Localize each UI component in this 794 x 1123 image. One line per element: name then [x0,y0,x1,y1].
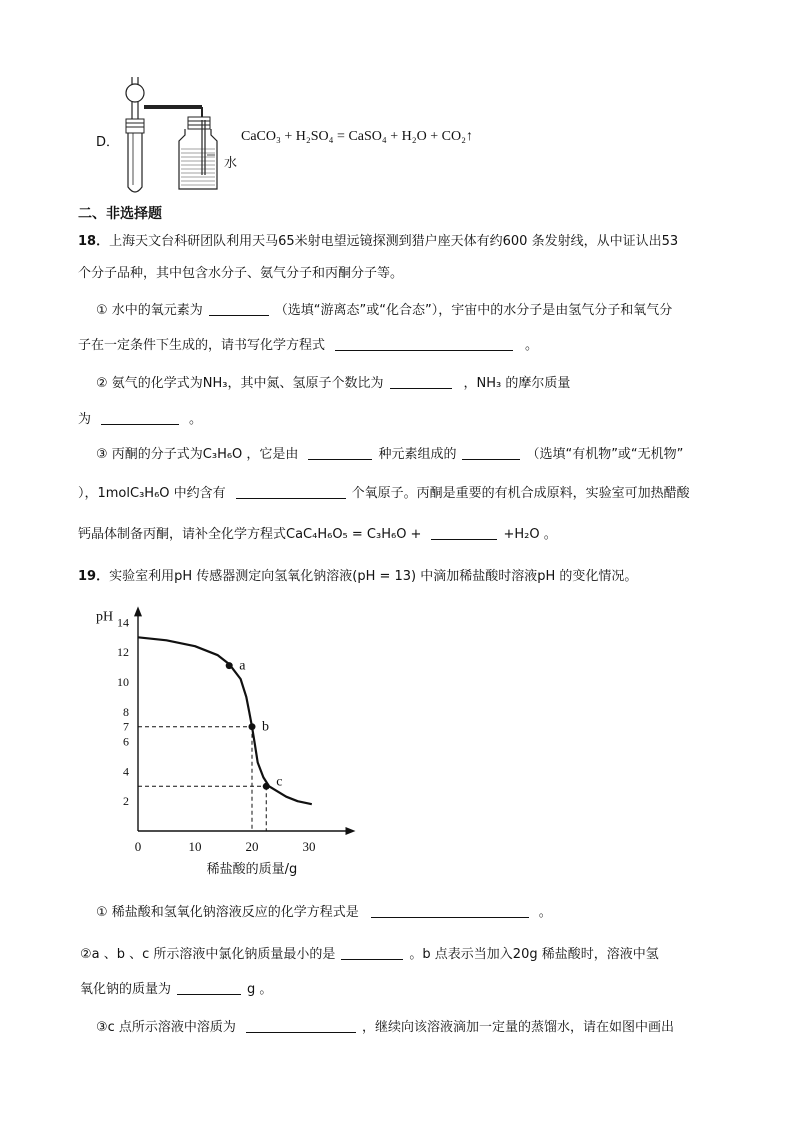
x-axis-label: 稀盐酸的质量/g [206,862,298,877]
q18-part3-line3 [78,523,557,542]
q18-part3-line2 [78,482,690,501]
left-stopper [126,119,144,133]
x-axis-arrow [346,827,356,835]
q19-part2-line2 [80,978,272,997]
test-tube [128,133,142,192]
x-tick-label: 0 [134,839,142,854]
q18-part1-line1 [96,299,672,318]
option-d-label: D． [96,135,120,150]
point-a [226,662,233,669]
q18-stem-line1: 上海天文台科研团队利用天马65米射电望远镜探测到猎户座天体有约600 条发射线，从中证认出53 [109,234,679,249]
y-tick-label: 10 [117,675,129,689]
q19-p2-text-c: 氧化钠的质量为 [80,982,172,997]
point-label-c: c [276,774,283,790]
point-c [263,783,270,790]
y-tick-label: 2 [123,794,129,809]
ph-curve [138,637,312,804]
q19-p3-text-a: ③c 点所示溶液中溶质为 [96,1020,236,1035]
q18-line1 [78,230,678,249]
q18-p3-blank1[interactable] [308,445,372,460]
apparatus-figure [115,75,225,200]
q18-p3-text-e: 个氧原子。丙酮是重要的有机合成原料，实验室可加热醋酸 [351,486,690,501]
q18-p1-blank2[interactable] [335,336,513,351]
x-tick-label: 20 [245,839,259,854]
point-label-b: b [262,719,269,735]
q18-part2-line1 [96,372,570,391]
q18-p2-text-a: ② 氨气的化学式为NH₃，其中氮、氢原子个数比为 [96,376,384,391]
point-label-a: a [239,658,246,674]
point-b [249,723,256,730]
q19-p1-text-a: ① 稀盐酸和氢氧化钠溶液反应的化学方程式是 [96,905,359,920]
q18-part1-line2 [78,334,538,353]
q19-stem [78,565,637,584]
q18-p1-text-c: 子在一定条件下生成的，请书写化学方程式 [78,338,326,353]
q19-p1-blank[interactable] [371,903,529,918]
q18-p3-blank2[interactable] [462,445,520,460]
y-tick-label: 6 [123,734,129,749]
q19-stem-text: 实验室利用pH 传感器测定向氢氧化钠溶液(pH = 13) 中滴加稀盐酸时溶液pH 的变化情况。 [109,569,638,584]
right-stopper [188,117,210,129]
option-d-equation: CaCO₃ + H₂SO₄ = CaSO₄ + H₂O + CO₂↑ [241,129,473,144]
y-tick-label: 12 [117,645,129,660]
q18-p3-text-b: 种元素组成的 [378,447,457,462]
q19-p1-end: 。 [538,905,552,920]
q18-line2: 个分子品种，其中包含水分子、氨气分子和丙酮分子等。 [78,266,404,281]
q18-p2-text-c: 为 [78,412,92,427]
q18-p3-text-a: ③ 丙酮的分子式为C₃H₆O ，它是由 [96,447,299,462]
q19-p3-blank[interactable] [246,1018,356,1033]
connecting-tube [144,105,202,109]
q18-number: 18． [78,234,110,249]
q19-p2-blank1[interactable] [341,945,403,960]
q18-p1-text-a: ① 水中的氧元素为 [96,303,203,318]
q18-p2-blank2[interactable] [101,410,179,425]
q19-number: 19． [78,569,110,584]
q18-p3-text-c: （选填“有机物”或“无机物” [526,447,684,462]
q19-part1 [96,901,552,920]
q18-p2-text-b: ，NH₃ 的摩尔质量 [463,376,571,391]
y-axis-arrow [134,606,142,616]
x-tick-label: 10 [188,839,202,854]
q19-p3-text-b: ，继续向该溶液滴加一定量的蒸馏水，请在如图中画出 [361,1020,674,1035]
section-title: 二、非选择题 [78,206,162,222]
q18-part2-line2 [78,408,202,427]
q19-p2-text-a: ②a 、b 、c 所示溶液中氯化钠质量最小的是 [80,947,336,962]
y-tick-label: 7 [123,719,129,734]
q18-p2-blank1[interactable] [390,374,452,389]
q19-part3-line1 [96,1016,674,1035]
q18-part3-line1 [96,443,683,462]
q18-p2-end: 。 [189,412,203,427]
q18-p1-end: 。 [525,338,539,353]
q19-part2-line1 [80,943,659,962]
q19-p2-text-d: g 。 [247,982,273,997]
q18-p3-blank4[interactable] [431,525,497,540]
ph-chart [90,605,380,885]
q19-p2-text-b: 。b 点表示当加入20g 稀盐酸时，溶液中氢 [409,947,659,962]
y-axis-label: pH [96,609,114,625]
y-tick-label: 14 [117,615,129,630]
q18-p3-blank3[interactable] [236,484,346,499]
q18-p3-text-d: ），1molC₃H₆O 中约含有 [78,486,226,501]
q18-p1-blank1[interactable] [209,301,269,316]
x-tick-label: 30 [302,839,316,854]
q18-p3-text-f: 钙晶体制备丙酮，请补全化学方程式CaC₄H₆O₅ = C₃H₆O + [78,527,422,542]
water-label: 水 [224,156,238,171]
y-tick-label: 4 [123,764,129,779]
water-hatching [181,149,215,185]
y-tick-label: 8 [123,704,129,719]
q18-p3-text-g: +H₂O 。 [503,527,557,542]
q18-p1-text-b: （选填“游离态”或“化合态”），宇宙中的水分子是由氢气分子和氧气分 [274,303,673,318]
q19-p2-blank2[interactable] [177,980,241,995]
gas-bottle [179,129,217,189]
funnel-bulb [126,84,144,102]
